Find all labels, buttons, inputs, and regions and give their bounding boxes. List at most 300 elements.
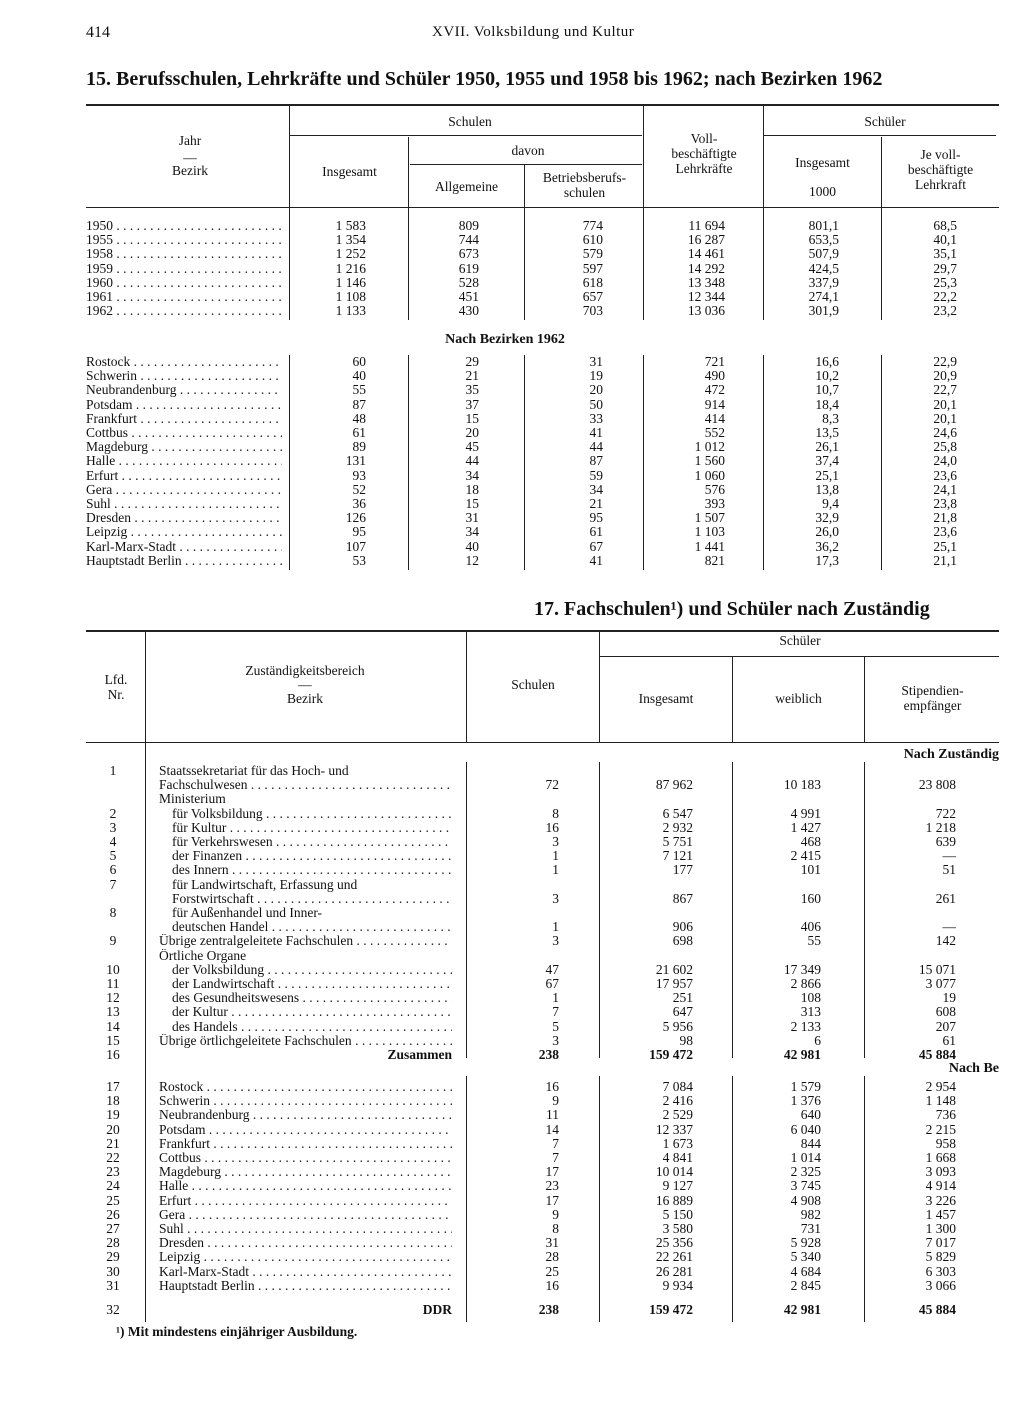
value-cell: 579 <box>582 246 603 262</box>
year-label: 1961 . . . <box>86 290 282 304</box>
value-cell: 653,5 <box>808 232 839 248</box>
value-cell: 7 084 <box>662 1079 693 1094</box>
bezirk-label: Halle . . . <box>86 454 282 468</box>
rule <box>764 135 996 136</box>
t17-zust-row <box>0 892 1024 906</box>
value-cell: 14 461 <box>687 246 725 262</box>
value-cell: 12 337 <box>655 1121 693 1137</box>
value-cell: 4 684 <box>790 1263 821 1279</box>
value-cell: 703 <box>582 303 603 319</box>
col-header-betriebsberufsschulen-2: schulen <box>563 185 606 200</box>
value-cell: 40 <box>465 538 479 554</box>
value-cell: 19 <box>589 368 603 384</box>
row-number: 23 <box>106 1164 120 1180</box>
value-cell: 20,1 <box>933 396 957 412</box>
value-cell: 1 148 <box>925 1093 956 1109</box>
value-cell: 16 <box>545 1277 559 1293</box>
col-header-schueler: Schüler <box>864 114 906 129</box>
value-cell: 45 <box>465 439 479 455</box>
value-cell: 3 580 <box>662 1221 693 1236</box>
t17-zust-row <box>0 920 1024 934</box>
value-cell: 23,2 <box>933 303 957 319</box>
value-cell: 34 <box>589 481 603 497</box>
row-number: 3 <box>109 819 117 835</box>
value-cell: 722 <box>935 805 956 821</box>
t17-bezirk-row <box>0 1222 1024 1236</box>
col-header-je: Je voll- <box>920 147 961 162</box>
value-cell: 9 <box>552 1206 559 1222</box>
t15-district-row <box>0 355 1024 369</box>
value-cell: 207 <box>935 1018 956 1034</box>
t17-zust-row <box>0 878 1024 892</box>
value-cell: 36,2 <box>815 538 839 554</box>
value-cell: 101 <box>800 862 821 878</box>
value-cell: 44 <box>589 439 603 455</box>
year-label: 1950 . . . <box>86 219 282 233</box>
bezirk-label: Magdeburg . . . <box>86 440 282 454</box>
value-cell: 7 <box>552 1150 559 1165</box>
rule <box>466 630 467 742</box>
value-cell: 1 376 <box>790 1093 821 1109</box>
value-cell: 24,6 <box>933 425 957 440</box>
value-cell: 451 <box>458 289 479 304</box>
col-header-weiblich: weiblich <box>775 691 822 706</box>
value-cell: 31 <box>545 1235 559 1251</box>
value-cell: 18 <box>465 481 479 497</box>
value-cell: 12 344 <box>687 289 725 304</box>
row-label: der Volksbildung . . . <box>172 963 452 977</box>
t15-district-row <box>0 426 1024 440</box>
t15-district-row <box>0 412 1024 426</box>
value-cell: 31 <box>589 354 603 369</box>
value-cell: 844 <box>800 1135 821 1151</box>
row-label: des Innern . . . <box>172 863 452 877</box>
value-cell: 2 954 <box>925 1079 956 1094</box>
value-cell: 337,9 <box>808 274 839 290</box>
value-cell: 5 829 <box>925 1249 956 1265</box>
value-cell: 414 <box>704 410 725 426</box>
rule <box>599 630 600 742</box>
value-cell: 576 <box>704 481 725 497</box>
value-cell: 35,1 <box>933 246 957 262</box>
value-cell: 13,5 <box>815 425 839 440</box>
value-cell: 4 914 <box>925 1178 956 1194</box>
total-label: Zusammen <box>387 1047 452 1062</box>
col-header-s-insgesamt: Insgesamt <box>795 155 850 170</box>
bezirk-label: Leipzig . . . <box>86 525 282 539</box>
value-cell: 5 751 <box>662 834 693 849</box>
value-cell: 7 121 <box>662 848 693 864</box>
rule <box>86 742 999 743</box>
value-cell: 29 <box>465 354 479 369</box>
row-label: Übrige örtlichgeleitete Fachschulen . . . <box>159 1034 452 1048</box>
value-cell: 25,8 <box>933 439 957 455</box>
row-number: 6 <box>109 862 117 878</box>
value-cell: 26 281 <box>655 1263 693 1279</box>
value-cell: 1 252 <box>335 246 366 262</box>
value-cell: 1 216 <box>335 260 366 276</box>
value-cell: 126 <box>345 510 366 526</box>
row-number: 28 <box>106 1235 120 1251</box>
rule <box>881 137 882 207</box>
value-cell: 5 340 <box>790 1249 821 1265</box>
row-number: 4 <box>109 834 117 849</box>
t17-zust-row <box>0 934 1024 948</box>
bezirk-label: Dresden . . . <box>159 1236 452 1250</box>
value-cell: 7 017 <box>925 1235 956 1251</box>
t17-zust-row <box>0 991 1024 1005</box>
value-cell: 552 <box>704 425 725 440</box>
value-cell: 647 <box>672 1004 693 1020</box>
row-number: 24 <box>106 1178 120 1194</box>
t15-district-row <box>0 440 1024 454</box>
row-number: 32 <box>106 1302 120 1317</box>
value-cell: 23 808 <box>918 777 956 793</box>
t17-zust-row <box>0 821 1024 835</box>
t17-zust-row <box>0 778 1024 792</box>
value-cell: 7 <box>552 1004 559 1020</box>
col-header-bezirk: Bezirk <box>287 691 323 706</box>
value-cell: 8 <box>552 1221 559 1236</box>
value-cell: 744 <box>458 232 479 248</box>
value-cell: 20,9 <box>933 368 957 384</box>
value-cell: 1 560 <box>694 453 725 469</box>
bezirk-label: Potsdam . . . <box>86 398 282 412</box>
value-cell: 6 303 <box>925 1263 956 1279</box>
value-cell: 177 <box>672 862 693 878</box>
row-number: 10 <box>106 961 120 977</box>
value-cell: 1 146 <box>335 274 366 290</box>
value-cell: 50 <box>589 396 603 412</box>
bezirk-label: Dresden . . . <box>86 511 282 525</box>
t15-district-row <box>0 383 1024 397</box>
rule <box>290 135 642 136</box>
t17-bezirk-row <box>0 1137 1024 1151</box>
value-cell: 430 <box>458 303 479 319</box>
value-cell: 238 <box>538 1047 559 1062</box>
value-cell: 1 108 <box>335 289 366 304</box>
value-cell: 142 <box>935 933 956 949</box>
value-cell: 21 <box>589 496 603 511</box>
row-number: 27 <box>106 1221 120 1236</box>
value-cell: 640 <box>800 1107 821 1123</box>
value-cell: 15 <box>465 496 479 511</box>
value-cell: 6 547 <box>662 805 693 821</box>
value-cell: 2 415 <box>790 848 821 864</box>
value-cell: 108 <box>800 990 821 1006</box>
value-cell: 45 884 <box>918 1302 956 1317</box>
value-cell: 618 <box>582 274 603 290</box>
row-number: 8 <box>109 905 117 920</box>
value-cell: 721 <box>704 354 725 369</box>
t17-bezirk-row <box>0 1279 1024 1293</box>
rule <box>524 165 525 207</box>
value-cell: 72 <box>545 777 559 793</box>
bezirk-label: Cottbus . . . <box>159 1151 452 1165</box>
row-number: 30 <box>106 1263 120 1279</box>
bezirk-label: Rostock . . . <box>159 1080 452 1094</box>
bezirk-label: Karl-Marx-Stadt . . . <box>159 1265 452 1279</box>
value-cell: 914 <box>704 396 725 412</box>
bezirk-label: Erfurt . . . <box>159 1194 452 1208</box>
value-cell: 13 036 <box>687 303 725 319</box>
value-cell: 21 602 <box>655 961 693 977</box>
t17-bezirk-row <box>0 1108 1024 1122</box>
value-cell: — <box>942 848 956 864</box>
value-cell: 55 <box>807 933 821 949</box>
value-cell: 801,1 <box>808 218 839 233</box>
value-cell: 5 928 <box>790 1235 821 1251</box>
value-cell: 159 472 <box>649 1047 693 1062</box>
value-cell: 20,1 <box>933 410 957 426</box>
value-cell: 3 226 <box>925 1192 956 1208</box>
value-cell: 17,3 <box>815 552 839 568</box>
value-cell: 774 <box>582 218 603 233</box>
value-cell: 107 <box>345 538 366 554</box>
value-cell: 5 956 <box>662 1018 693 1034</box>
bezirk-label: Gera . . . <box>159 1208 452 1222</box>
col-header-insgesamt: Insgesamt <box>638 691 694 706</box>
row-number: 31 <box>106 1277 120 1293</box>
t17-zust-row <box>0 792 1024 806</box>
value-cell: 1 <box>552 990 559 1006</box>
t17-bezirk-row <box>0 1208 1024 1222</box>
value-cell: 95 <box>589 510 603 526</box>
year-label: 1959 . . . <box>86 262 282 276</box>
running-title: XVII. Volksbildung und Kultur <box>432 24 635 40</box>
value-cell: 37,4 <box>815 453 839 469</box>
value-cell: 21,8 <box>933 510 957 526</box>
t17-zust-row <box>0 1005 1024 1019</box>
value-cell: 3 <box>552 1032 559 1048</box>
value-cell: 10 014 <box>655 1164 693 1180</box>
value-cell: 1 012 <box>694 439 725 455</box>
value-cell: 5 <box>552 1018 559 1034</box>
row-number: 26 <box>106 1206 120 1222</box>
value-cell: 9 934 <box>662 1277 693 1293</box>
value-cell: 22,9 <box>933 354 957 369</box>
col-header-jahr: Jahr <box>178 133 202 148</box>
value-cell: 33 <box>589 410 603 426</box>
t17-zust-row <box>0 835 1024 849</box>
value-cell: 45 884 <box>918 1047 956 1062</box>
value-cell: 36 <box>352 496 366 511</box>
value-cell: 1 673 <box>662 1135 693 1151</box>
value-cell: 1 <box>552 862 559 878</box>
t15-district-row <box>0 454 1024 468</box>
rule <box>86 207 999 208</box>
t17-bezirk-row <box>0 1165 1024 1179</box>
value-cell: 809 <box>458 218 479 233</box>
col-header-schueler: Schüler <box>779 633 821 648</box>
bezirk-label: Hauptstadt Berlin . . . <box>86 554 282 568</box>
value-cell: 55 <box>352 382 366 398</box>
value-cell: 10,7 <box>815 382 839 398</box>
value-cell: 673 <box>458 246 479 262</box>
col-header-je-3: Lehrkraft <box>915 177 966 192</box>
bezirk-label: Cottbus . . . <box>86 426 282 440</box>
bezirk-label: Neubrandenburg . . . <box>159 1108 452 1122</box>
t17-bezirk-row <box>0 1265 1024 1279</box>
value-cell: 958 <box>935 1135 956 1151</box>
row-number: 17 <box>106 1079 120 1094</box>
bezirk-label: Frankfurt . . . <box>159 1137 452 1151</box>
row-number: 5 <box>109 848 117 864</box>
col-header-dash: — <box>183 150 197 165</box>
value-cell: 31 <box>465 510 479 526</box>
value-cell: 17 957 <box>655 976 693 991</box>
value-cell: 6 <box>814 1032 821 1048</box>
t17-zust-row <box>0 963 1024 977</box>
value-cell: 42 981 <box>783 1047 821 1062</box>
value-cell: 238 <box>538 1302 559 1317</box>
value-cell: 60 <box>352 354 366 369</box>
t17-zust-row <box>0 1034 1024 1048</box>
value-cell: 20 <box>589 382 603 398</box>
value-cell: 1 014 <box>790 1150 821 1165</box>
row-label: Fachschulwesen . . . <box>159 778 452 792</box>
table17-section-zustaendigkeit: Nach Zuständig <box>903 747 999 762</box>
row-number: 22 <box>106 1150 120 1165</box>
value-cell: 20 <box>465 425 479 440</box>
row-label: des Gesundheitswesens . . . <box>172 991 452 1005</box>
value-cell: 3 093 <box>925 1164 956 1180</box>
t15-district-row <box>0 483 1024 497</box>
value-cell: 1 457 <box>925 1206 956 1222</box>
col-header-bezirk: Bezirk <box>172 163 208 178</box>
value-cell: 22,7 <box>933 382 957 398</box>
t15-district-row <box>0 540 1024 554</box>
row-number: 14 <box>106 1018 120 1034</box>
value-cell: 16 <box>545 1079 559 1094</box>
page-number: 414 <box>86 24 110 41</box>
value-cell: 867 <box>672 890 693 906</box>
t17-ddr-row <box>0 1303 1024 1317</box>
value-cell: 98 <box>679 1032 693 1048</box>
value-cell: 1 583 <box>335 218 366 233</box>
value-cell: 507,9 <box>808 246 839 262</box>
value-cell: 24,1 <box>933 481 957 497</box>
value-cell: 639 <box>935 834 956 849</box>
value-cell: 16,6 <box>815 354 839 369</box>
value-cell: 25 356 <box>655 1235 693 1251</box>
row-number: 25 <box>106 1192 120 1208</box>
bezirk-label: Hauptstadt Berlin . . . <box>159 1279 452 1293</box>
row-number: 15 <box>106 1032 120 1048</box>
value-cell: 34 <box>465 524 479 540</box>
bezirk-label: Suhl . . . <box>86 497 282 511</box>
value-cell: 40,1 <box>933 232 957 248</box>
row-number: 1 <box>109 763 117 778</box>
value-cell: 16 889 <box>655 1192 693 1208</box>
value-cell: 15 071 <box>918 961 956 977</box>
value-cell: 89 <box>352 439 366 455</box>
value-cell: 25,1 <box>933 538 957 554</box>
value-cell: 18,4 <box>815 396 839 412</box>
row-number: 2 <box>109 805 117 821</box>
value-cell: 490 <box>704 368 725 384</box>
bezirk-label: Schwerin . . . <box>159 1094 452 1108</box>
bezirk-label: Leipzig . . . <box>159 1250 452 1264</box>
row-number: 18 <box>106 1093 120 1109</box>
value-cell: 26,1 <box>815 439 839 455</box>
value-cell: 67 <box>545 976 559 991</box>
col-header-voll-2: beschäftigte <box>671 146 737 161</box>
rule <box>145 630 146 742</box>
col-header-voll-3: Lehrkräfte <box>675 161 733 176</box>
t17-bezirk-row <box>0 1151 1024 1165</box>
row-label: deutschen Handel . . . <box>172 920 452 934</box>
value-cell: 468 <box>800 834 821 849</box>
value-cell: 3 077 <box>925 976 956 991</box>
value-cell: 52 <box>352 481 366 497</box>
value-cell: 48 <box>352 410 366 426</box>
value-cell: 13,8 <box>815 481 839 497</box>
row-label: Örtliche Organe <box>159 948 247 963</box>
footnote: ¹) Mit mindestens einjähriger Ausbildung. <box>116 1324 358 1339</box>
t17-bezirk-row <box>0 1236 1024 1250</box>
row-number: 12 <box>106 990 120 1006</box>
value-cell: 274,1 <box>808 289 839 304</box>
rule <box>289 104 290 207</box>
value-cell: 41 <box>589 425 603 440</box>
row-label: Ministerium <box>159 792 226 807</box>
t15-district-row <box>0 369 1024 383</box>
bezirk-label: Potsdam . . . <box>159 1123 452 1137</box>
value-cell: 10 183 <box>783 777 821 793</box>
bezirk-label: Gera . . . <box>86 483 282 497</box>
t15-year-row <box>0 290 1024 304</box>
value-cell: 821 <box>704 552 725 568</box>
value-cell: 1 427 <box>790 819 821 835</box>
row-number: 9 <box>109 933 117 949</box>
table17-title: 17. Fachschulen¹) und Schüler nach Zuständig <box>534 598 930 620</box>
value-cell: 608 <box>935 1004 956 1020</box>
value-cell: 42 981 <box>783 1302 821 1317</box>
value-cell: 2 133 <box>790 1018 821 1034</box>
value-cell: 1 060 <box>694 467 725 483</box>
row-number: 21 <box>106 1135 120 1151</box>
value-cell: 982 <box>800 1206 821 1222</box>
value-cell: 87 <box>589 453 603 469</box>
value-cell: 15 <box>465 410 479 426</box>
value-cell: 2 325 <box>790 1164 821 1180</box>
row-label: der Landwirtschaft . . . <box>172 977 452 991</box>
value-cell: 6 040 <box>790 1121 821 1137</box>
bezirk-label: Karl-Marx-Stadt . . . <box>86 540 282 554</box>
value-cell: 23,6 <box>933 524 957 540</box>
value-cell: 87 <box>352 396 366 412</box>
rule <box>732 657 733 742</box>
year-label: 1962 . . . <box>86 304 282 318</box>
value-cell: 2 416 <box>662 1093 693 1109</box>
row-label: Übrige zentralgeleitete Fachschulen . . . <box>159 934 452 948</box>
bezirk-label: Halle . . . <box>159 1179 452 1193</box>
t17-zust-row <box>0 764 1024 778</box>
value-cell: 51 <box>942 862 956 878</box>
t15-year-row <box>0 219 1024 233</box>
value-cell: 28 <box>545 1249 559 1265</box>
value-cell: 472 <box>704 382 725 398</box>
value-cell: 14 <box>545 1121 559 1137</box>
col-header-schulen: Schulen <box>511 677 555 692</box>
value-cell: 2 932 <box>662 819 693 835</box>
value-cell: 59 <box>589 467 603 483</box>
value-cell: 34 <box>465 467 479 483</box>
row-number: 7 <box>109 876 117 892</box>
bezirk-label: Magdeburg . . . <box>159 1165 452 1179</box>
year-label: 1958 . . . <box>86 247 282 261</box>
